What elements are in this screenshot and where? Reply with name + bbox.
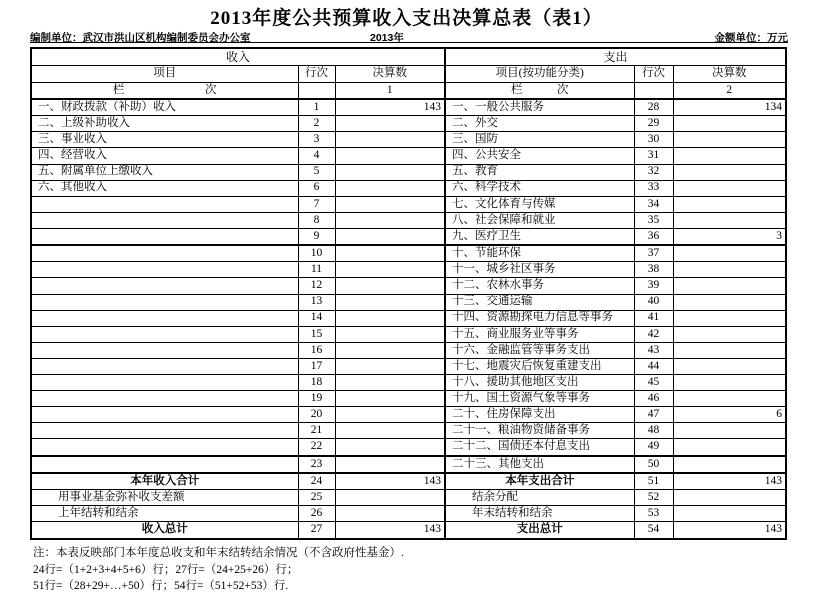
table-row (31, 294, 786, 310)
item-cell (31, 407, 298, 423)
note-line: 24行=（1+2+3+4+5+6）行；27行=（24+25+26）行； (33, 563, 299, 576)
line-no-cell: 37 (634, 245, 673, 262)
amount-cell (335, 228, 445, 245)
table-row (31, 473, 786, 490)
line-no-cell: 48 (634, 423, 673, 439)
item-cell: 三、事业收入 (31, 132, 298, 148)
amount-cell: 143 (335, 99, 445, 116)
line-no-cell: 25 (298, 490, 335, 506)
income-section-header: 收入 (31, 48, 445, 65)
line-no-cell: 7 (298, 196, 335, 212)
line-no-cell: 40 (634, 294, 673, 310)
item-cell: 十八、援助其他地区支出 (445, 375, 634, 391)
amount-cell (335, 439, 445, 456)
item-cell: 本年支出合计 (445, 473, 634, 490)
line-no-cell: 43 (634, 342, 673, 358)
table-row (31, 326, 786, 342)
amount-cell (673, 506, 786, 522)
item-cell: 一、财政拨款（补助）收入 (31, 99, 298, 116)
line-no-cell: 9 (298, 228, 335, 245)
amount-cell (673, 132, 786, 148)
item-cell: 四、经营收入 (31, 148, 298, 164)
line-no-cell: 19 (298, 391, 335, 407)
table-row (31, 164, 786, 180)
amount-cell (335, 310, 445, 326)
item-cell: 十一、城乡社区事务 (445, 262, 634, 278)
item-cell (31, 294, 298, 310)
line-no-cell: 39 (634, 278, 673, 294)
blank-cell (634, 82, 673, 99)
item-cell (31, 310, 298, 326)
amount-cell: 134 (673, 99, 786, 116)
line-no-cell: 38 (634, 262, 673, 278)
amount-cell (673, 164, 786, 180)
amount-cell (673, 212, 786, 228)
amount-cell (673, 310, 786, 326)
item-cell (31, 456, 298, 473)
item-cell (31, 196, 298, 212)
amount-cell (673, 358, 786, 374)
amount-cell (673, 262, 786, 278)
table-row (31, 99, 786, 116)
item-cell: 十五、商业服务业等事务 (445, 326, 634, 342)
item-cell (31, 212, 298, 228)
table-row (31, 506, 786, 522)
line-no-cell: 23 (298, 456, 335, 473)
table-row (31, 148, 786, 164)
item-cell: 本年收入合计 (31, 473, 298, 490)
line-no-cell: 15 (298, 326, 335, 342)
line-no-cell: 28 (634, 99, 673, 116)
budget-table-body (31, 99, 786, 539)
amount-cell (335, 423, 445, 439)
amount-cell (335, 148, 445, 164)
item-cell: 十四、资源勘探电力信息等事务 (445, 310, 634, 326)
amount-cell (335, 375, 445, 391)
meta-row (30, 29, 788, 43)
amount-cell (335, 326, 445, 342)
line-no-cell: 24 (298, 473, 335, 490)
item-cell: 十九、国土资源气象等事务 (445, 391, 634, 407)
item-cell: 九、医疗卫生 (445, 228, 634, 245)
amount-cell: 143 (335, 473, 445, 490)
line-no-cell: 14 (298, 310, 335, 326)
amount-cell: 143 (335, 522, 445, 539)
line-no-cell: 44 (634, 358, 673, 374)
line-no-cell: 53 (634, 506, 673, 522)
table-row (31, 522, 786, 539)
line-no-cell: 32 (634, 164, 673, 180)
amount-cell (335, 391, 445, 407)
table-row (31, 278, 786, 294)
year-label: 2013年 (370, 32, 404, 44)
amount-cell (335, 358, 445, 374)
amount-cell (673, 490, 786, 506)
table-row (31, 228, 786, 245)
item-cell: 六、科学技术 (445, 180, 634, 196)
line-no-cell: 35 (634, 212, 673, 228)
item-cell (31, 262, 298, 278)
line-no-cell: 1 (298, 99, 335, 116)
item-cell (31, 228, 298, 245)
table-row (31, 439, 786, 456)
item-cell: 用事业基金弥补收支差额 (31, 490, 298, 506)
income-amount-header: 决算数 (335, 65, 445, 82)
line-no-cell: 46 (634, 391, 673, 407)
amount-cell (335, 196, 445, 212)
table-row (31, 423, 786, 439)
item-cell: 二、上级补助收入 (31, 116, 298, 132)
item-cell: 十七、地震灾后恢复重建支出 (445, 358, 634, 374)
amount-cell (673, 180, 786, 196)
item-cell: 八、社会保障和就业 (445, 212, 634, 228)
amount-cell (335, 164, 445, 180)
item-cell: 十六、金融监管等事务支出 (445, 342, 634, 358)
amount-cell (335, 342, 445, 358)
amount-cell (673, 116, 786, 132)
blank-cell (298, 82, 335, 99)
table-row (31, 490, 786, 506)
line-no-cell: 4 (298, 148, 335, 164)
line-no-cell: 54 (634, 522, 673, 539)
item-cell: 支出总计 (445, 522, 634, 539)
line-no-cell: 18 (298, 375, 335, 391)
table-row (31, 358, 786, 374)
amount-cell (335, 245, 445, 262)
line-no-cell: 41 (634, 310, 673, 326)
line-no-cell: 31 (634, 148, 673, 164)
line-no-cell: 52 (634, 490, 673, 506)
amount-cell (673, 245, 786, 262)
amount-cell (335, 294, 445, 310)
amount-cell (335, 132, 445, 148)
line-no-cell: 10 (298, 245, 335, 262)
footnotes (33, 545, 773, 595)
line-no-cell: 33 (634, 180, 673, 196)
income-col-index: 1 (335, 82, 445, 99)
amount-cell (335, 506, 445, 522)
amount-cell (335, 456, 445, 473)
amount-cell (673, 439, 786, 456)
amount-cell: 3 (673, 228, 786, 245)
expense-col-index: 2 (673, 82, 786, 99)
amount-cell (673, 391, 786, 407)
item-cell (31, 245, 298, 262)
amount-cell (673, 148, 786, 164)
column-header-row (31, 65, 786, 82)
item-cell: 六、其他收入 (31, 180, 298, 196)
table-row (31, 116, 786, 132)
item-cell: 上年结转和结余 (31, 506, 298, 522)
amount-cell: 6 (673, 407, 786, 423)
note-line: 51行=（28+29+…+50）行；54行=（51+52+53）行. (33, 580, 289, 592)
expense-lineno-header: 行次 (634, 65, 673, 82)
item-cell: 五、教育 (445, 164, 634, 180)
table-row (31, 180, 786, 196)
line-no-cell: 34 (634, 196, 673, 212)
line-no-cell: 20 (298, 407, 335, 423)
amount-cell (673, 456, 786, 473)
amount-cell (335, 212, 445, 228)
table-row (31, 262, 786, 278)
amount-cell: 143 (673, 522, 786, 539)
income-col-index-label: 栏 次 (31, 82, 298, 99)
line-no-cell: 16 (298, 342, 335, 358)
line-no-cell: 13 (298, 294, 335, 310)
item-cell: 二十、住房保障支出 (445, 407, 634, 423)
line-no-cell: 27 (298, 522, 335, 539)
table-row (31, 456, 786, 473)
page-title: 2013年度公共预算收入支出决算总表（表1） (210, 8, 603, 29)
amount-cell: 143 (673, 473, 786, 490)
income-lineno-header: 行次 (298, 65, 335, 82)
column-index-row (31, 82, 786, 99)
table-row (31, 212, 786, 228)
amount-cell (673, 278, 786, 294)
budget-table-grid (30, 47, 787, 540)
line-no-cell: 2 (298, 116, 335, 132)
item-cell: 二十一、粮油物资储备事务 (445, 423, 634, 439)
item-cell: 十二、农林水事务 (445, 278, 634, 294)
line-no-cell: 22 (298, 439, 335, 456)
item-cell: 收入总计 (31, 522, 298, 539)
expense-amount-header: 决算数 (673, 65, 786, 82)
line-no-cell: 47 (634, 407, 673, 423)
item-cell: 一、一般公共服务 (445, 99, 634, 116)
amount-cell (335, 262, 445, 278)
line-no-cell: 8 (298, 212, 335, 228)
item-cell (31, 278, 298, 294)
item-cell: 五、附属单位上缴收入 (31, 164, 298, 180)
item-cell: 二十三、其他支出 (445, 456, 634, 473)
amount-cell (673, 326, 786, 342)
item-cell: 二、外交 (445, 116, 634, 132)
expense-col-index-label: 栏 次 (445, 82, 634, 99)
line-no-cell: 17 (298, 358, 335, 374)
item-cell (31, 391, 298, 407)
amount-unit-label: 金额单位：万元 (714, 32, 788, 44)
line-no-cell: 36 (634, 228, 673, 245)
item-cell (31, 358, 298, 374)
table-row (31, 342, 786, 358)
amount-cell (673, 375, 786, 391)
item-cell: 四、公共安全 (445, 148, 634, 164)
item-cell: 年末结转和结余 (445, 506, 634, 522)
line-no-cell: 3 (298, 132, 335, 148)
expense-item-header: 项目(按功能分类) (445, 65, 634, 82)
line-no-cell: 5 (298, 164, 335, 180)
item-cell (31, 326, 298, 342)
amount-cell (673, 423, 786, 439)
amount-cell (335, 278, 445, 294)
table-row (31, 310, 786, 326)
amount-cell (335, 490, 445, 506)
table-row (31, 391, 786, 407)
line-no-cell: 50 (634, 456, 673, 473)
table-row (31, 196, 786, 212)
amount-cell (673, 196, 786, 212)
amount-cell (335, 407, 445, 423)
line-no-cell: 21 (298, 423, 335, 439)
line-no-cell: 6 (298, 180, 335, 196)
table-row (31, 245, 786, 262)
section-header-row (31, 48, 786, 65)
item-cell: 十、节能环保 (445, 245, 634, 262)
line-no-cell: 29 (634, 116, 673, 132)
item-cell: 结余分配 (445, 490, 634, 506)
expense-section-header: 支出 (445, 48, 786, 65)
line-no-cell: 51 (634, 473, 673, 490)
line-no-cell: 49 (634, 439, 673, 456)
line-no-cell: 26 (298, 506, 335, 522)
prepared-by-label: 编制单位：武汉市洪山区机构编制委员会办公室 (30, 32, 251, 44)
item-cell (31, 375, 298, 391)
item-cell (31, 439, 298, 456)
item-cell: 三、国防 (445, 132, 634, 148)
item-cell: 二十二、国债还本付息支出 (445, 439, 634, 456)
budget-table (30, 47, 785, 540)
item-cell (31, 423, 298, 439)
item-cell: 七、文化体育与传媒 (445, 196, 634, 212)
amount-cell (335, 116, 445, 132)
item-cell (31, 342, 298, 358)
line-no-cell: 42 (634, 326, 673, 342)
amount-cell (673, 342, 786, 358)
income-item-header: 项目 (31, 65, 298, 82)
line-no-cell: 12 (298, 278, 335, 294)
line-no-cell: 30 (634, 132, 673, 148)
table-row (31, 375, 786, 391)
amount-cell (673, 294, 786, 310)
note-line: 注：本表反映部门本年度总收支和年末结转结余情况（不含政府性基金）. (33, 547, 404, 559)
table-row (31, 132, 786, 148)
amount-cell (335, 180, 445, 196)
line-no-cell: 45 (634, 375, 673, 391)
table-row (31, 407, 786, 423)
item-cell: 十三、交通运输 (445, 294, 634, 310)
line-no-cell: 11 (298, 262, 335, 278)
